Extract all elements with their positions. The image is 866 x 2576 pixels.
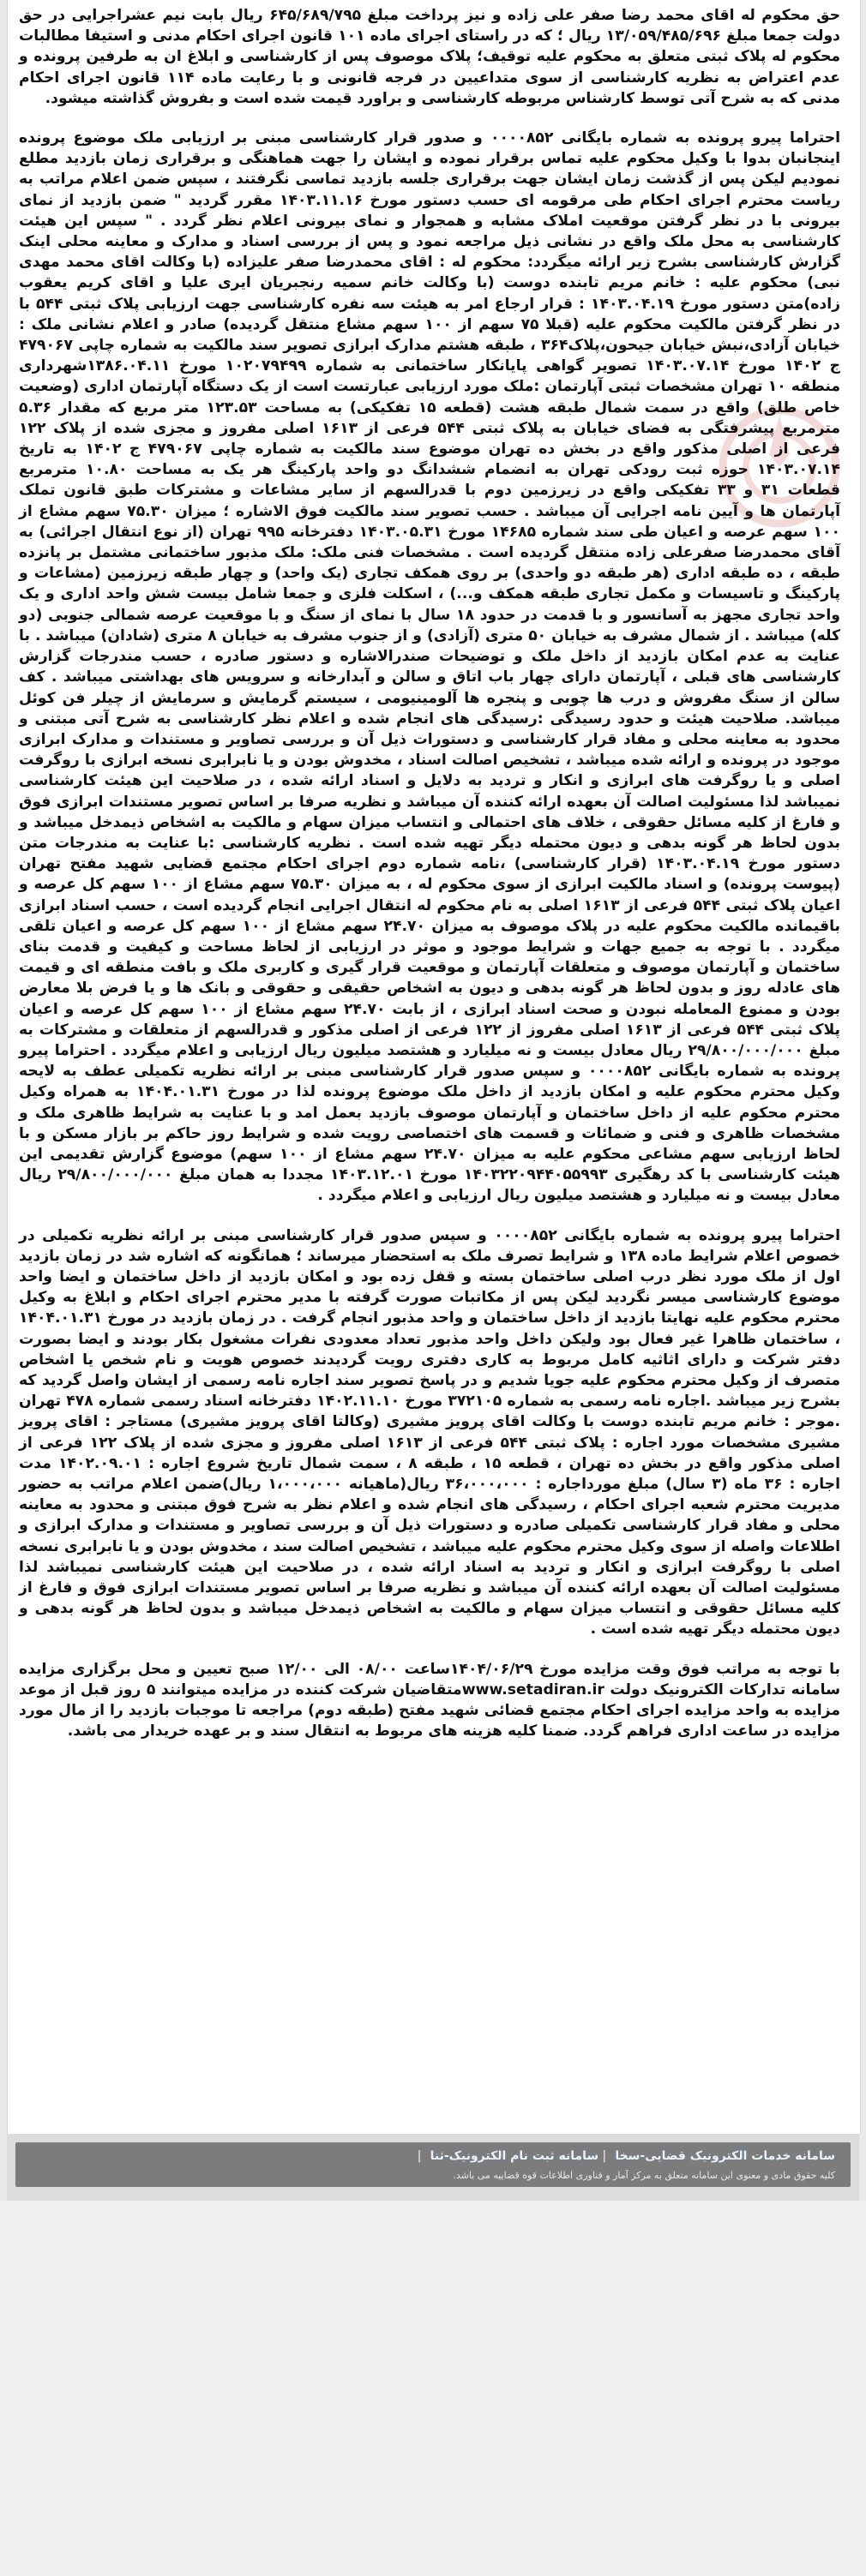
- paragraph-supplementary-report: احتراما پیرو پرونده به شماره بایگانی ۰۰۰۰۸۵۲ و سپس صدور قرار کارشناسی مبنی بر ارائه نظریه تکمیلی در خصوص اعلام شرایط ماده ۱۳۸ و شرایط تصرف ملک به استحضار میرساند ؛ همانگونه که اشاره شد در زمان بازدید اول از ملک مورد نظر درب اصلی ساختمان بسته و قفل زده بود و امکان بازدید از داخل ساختمان و ایضا واحد موضوع کارشناسی میسر نگردید لیکن پس از مکاتبات صورت گرفته با مدیر محترم اجرای احکام و ابلاغ به وکیل محترم محکوم علیه نهایتا بازدید از داخل ساختمان و واحد مذبور انجام گرفت . در زمان بازدید در مورخ ۱۴۰۴.۰۱.۳۱ ، ساختمان ظاهرا غیر فعال بود ولیکن داخل واحد مذبور تعداد معدودی نفرات مشغول بکار بودند و ایضا بصورت دفتر شرکت و دارای اثاثیه کامل مربوط به کاری دفتری رویت گردیدند خصوص هویت و نام شخص یا اشخاص متصرف از وکیل محترم محکوم علیه جویا شدیم و در پاسخ تصویر سند اجاره نامه رسمی از ایشان واصل گردید که بشرح زیر میباشد .اجاره نامه رسمی به شماره ۳۷۲۱۰۵ مورخ ۱۴۰۲.۱۱.۱۰ دفترخانه اسناد رسمی شماره ۴۷۸ تهران .موجر : خانم مریم تابنده دوست با وکالت اقای پرویز مشیری (وکالتا اقای پرویز مشیری) مستاجر : اقای پرویز مشیری مشخصات مورد اجاره : پلاک ثبتی ۵۴۴ فرعی از ۱۶۱۳ اصلی مفروز و مجزی شده از پلاک ۱۲۲ فرعی از اصلی مذکور واقع در بخش ده تهران ، قطعه ۱۵ ، طبقه ۸ ، سمت شمال تاریخ شروع اجاره : ۱۴۰۲.۰۹.۰۱ مدت اجاره : ۳۶ ماه (۳ سال) مبلغ مورداجاره : ۳۶،۰۰۰،۰۰۰ ریال(ماهیانه ۱،۰۰۰،۰۰۰ ریال)ضمن اعلام مراتب به حضور مدیریت محترم شعبه اجرای احکام ، رسیدگی های انجام شده و اعلام نظر به شرح فوق مبتنی و محدود به معاینه محلی و مفاد قرار کارشناسی تکمیلی صادره و دستورات ذیل آن و بررسی تصاویر و مستندات و مدارک ابرازی و اطلاعات واصله از سوی وکیل محترم محکوم علیه میباشد ، تشخیص اصالت سند ، مخدوش بودن و یا نابرابری نسخه اصلی با روگرفت ابرازی و انکار و تردید به اسناد ارائه شده ، در صلاحیت این هیئت کارشناسی نمیباشد لذا مسئولیت اصالت آن بعهده ارائه کننده آن میباشد و نظریه صرفا بر اساس تصویر مستندات ابرازی فوق و فارغ از کلیه مسائل حقوقی و انتساب میزان سهام و مالکیت به اشخاص ذیمدخل میباشد و بدون لحاظ هر گونه بدهی و دیون محتمله دیگر تهیه شده است .: [19, 1226, 841, 1638]
- footer-links: [414, 2149, 836, 2163]
- footer-link-separator-end: |: [417, 2149, 422, 2163]
- footer-link-separator: |: [602, 2149, 607, 2163]
- footer-link-sakha[interactable]: سامانه خدمات الکترونیک قضایی-سخا: [615, 2149, 835, 2163]
- page-bottom-space: [0, 2201, 866, 2576]
- footer-copyright: کلیه حقوق مادی و معنوی این سامانه متعلق به مرکز آمار و فناوری اطلاعات قوه قضاییه می باشد.: [453, 2170, 835, 2181]
- paragraph-expert-report: احتراما پیرو پرونده به شماره بایگانی ۰۰۰۰۸۵۲ و صدور قرار کارشناسی مبنی بر ارزیابی ملک موضوع پرونده اینجانبان بدوا با وکیل محکوم علیه تماس برقرار نموده و ایشان را جهت هماهنگی و برقراری زمان بازدید مطلع نمودیم لیکن پس از گذشت زمان ایشان جهت برقراری جلسه بازدید تماسی نگرفتند ، سپس ضمن اعلام مراتب به ریاست محترم اجرای احکام طی مرقومه ای حسب دستور مورخ ۱۴۰۳.۱۱.۱۶ مقرر گردید " ضمن بازدید از نمای بیرونی با در نظر گرفتن موقعیت املاک مشابه و همجوار و نمای بیرونی اعلام نظر گردد . " سپس این هیئت کارشناسی به محل ملک واقع در نشانی ذیل مراجعه نمود و پس از بررسی اسناد و مدارک و معاینه محلی اینک گزارش کارشناسی بشرح زیر ارائه میگردد: محکوم له : اقای محمدرضا صفر علیزاده (با وکالت اقای محمد مهدی نبی) محکوم علیه : خانم مریم تابنده دوست (با وکالت خانم سمیه رنجبریان ایری علیا و اقای کریم یعقوب زاده)متن دستور مورخ ۱۴۰۳.۰۴.۱۹ : قرار ارجاع امر به هیئت سه نفره کارشناسی جهت ارزیابی پلاک ثبتی ۵۴۴ با در نظر گرفتن مالکیت محکوم علیه (قبلا ۷۵ سهم از ۱۰۰ سهم مشاع منتقل گردیده) صادر و اعلام نشانی ملک : خیابان آزادی،نبش خیابان جیحون،پلاک۳۶۴ ، طبقه هشتم مدارک ابرازی تصویر سند مالکیت به شماره چاپی ۴۷۹۰۶۷ ج ۱۴۰۲ مورخ ۱۴۰۳.۰۷.۱۴ تصویر گواهی پایانکار ساختمانی به شماره ۱۰۲۰۷۹۴۹۹ مورخ ۱۳۸۶.۰۴.۱۱شهرداری منطقه ۱۰ تهران مشخصات ثبتی آپارتمان :ملک مورد ارزیابی عبارتست است از یک دستگاه آپارتمان اداری (وضعیت خاص طلق) واقع در سمت شمال طبقه هشت (قطعه ۱۵ تفکیکی) به مساحت ۱۲۳.۵۳ متر مربع که مقدار ۵.۳۶ مترمربع پیشرفتگی به فضای خیابان به پلاک ثبتی ۵۴۴ فرعی از ۱۶۱۳ اصلی مفروز و مجزی شده از پلاک ۱۲۲ فرعی از اصلی مذکور واقع در بخش ده تهران موضوع سند مالکیت به شماره چاپی ۴۷۹۰۶۷ ج ۱۴۰۲ به تاریخ ۱۴۰۳.۰۷.۱۴ حوزه ثبت رودکی تهران به انضمام ششدانگ دو واحد پارکینگ هر یک به مساحت ۱۰.۸۰ مترمربع قطعات ۳۱ و ۳۳ تفکیکی واقع در زیرزمین دوم با قدرالسهم از سایر مشاعات و مشترکات طبق قانون تملک آپارتمان ها و آیین نامه اجرایی آن میباشد . حسب تصویر سند مالکیت فوق الاشاره ؛ میزان ۷۵.۳۰ سهم مشاع از ۱۰۰ سهم عرصه و اعیان طی سند شماره ۱۴۶۸۵ مورخ ۱۴۰۳.۰۵.۳۱ دفترخانه ۹۹۵ تهران (از نوع انتقال اجرائی) به آقای محمدرضا صفرعلی زاده منتقل گردیده است . مشخصات فنی ملک: ملک مذبور ساختمانی مشتمل بر پانزده طبقه ، ده طبقه اداری (هر طبقه دو واحدی) بر روی همکف تجاری (یک واحد) و چهار طبقه زیرزمین (مشاعات و پارکینگ و تاسیسات و مکمل تجاری طبقه همکف و...) ، اسکلت فلزی و جمعا شامل بیست شش واحد اداری و یک واحد تجاری مجهز به آسانسور و با قدمت در حدود ۱۸ سال با نمای از سنگ و با موقعیت عرصه شمالی جنوبی (دو کله) میباشد . از شمال مشرف به خیابان ۵۰ متری (آزادی) و از جنوب مشرف به خیابان ۸ متری (شادان) میباشد . با عنایت به عدم امکان بازدید از داخل ملک و توضیحات صندرالاشاره و دستور صادره ، حسب مندرجات گزارش کارشناسی های قبلی ، آپارتمان دارای چهار باب اتاق و سالن و آبدارخانه و سرویس های بهداشتی میباشد . کف سالن از سنگ مفروش و درب ها چوبی و پنجره ها آلومینیومی ، سیستم گرمایش و سرمایش از چیلر فن کوئل میباشد. صلاحیت هیئت و حدود رسیدگی :رسیدگی های انجام شده و اعلام نظر کارشناسی به شرح آتی مبتنی و محدود به معاینه محلی و مفاد قرار کارشناسی و دستورات ذیل آن و بررسی تصاویر و مستندات و مدارک ابرازی موجود در پرونده و ارائه شده میباشد ، تشخیص اصالت اسناد ، مخدوش بودن و یا نابرابری نسخه ابرازی با روگرفت اصلی و یا روگرفت های ابرازی و انکار و تردید به دلایل و اسناد ارائه شده ، در صلاحیت این هیئت کارشناسی نمیباشد لذا مسئولیت اصالت آن بعهده ارائه کننده آن میباشد و نظریه صرفا بر اساس تصویر مستندات ابرازی فوق و فارغ از کلیه مسائل حقوقی ، خلاف های احتمالی و انتساب میزان سهام و مالکیت به اشخاص ذیمدخل میباشد و بدون لحاظ هر گونه بدهی و دیون محتمله دیگر تهیه شده است . نظریه کارشناسی :با عنایت به مندرجات متن دستور مورخ ۱۴۰۳.۰۴.۱۹ (قرار کارشناسی) ،نامه شماره دوم اجرای احکام مجتمع قضایی شهید مفتح تهران (پیوست پرونده) و اسناد مالکیت ابرازی از سوی محکوم له ، به میزان ۷۵.۳۰ سهم مشاع از ۱۰۰ سهم کل عرصه و اعیان پلاک ثبتی ۵۴۴ فرعی از ۱۶۱۳ اصلی به نام محکوم له انتقال اجرایی انجام گردیده است ، حسب اسناد ابرازی باقیمانده مالکیت محکوم علیه در پلاک موصوف به میزان ۲۴.۷۰ سهم مشاع از ۱۰۰ سهم کل عرصه و اعیان تلقی میگردد . با توجه به جمیع جهات و شرایط موجود و موثر در ارزیابی از لحاظ مساحت و کیفیت و قدمت بنای ساختمان و آپارتمان موصوف و متعلقات آپارتمان و موقعیت قرار گیری و کاربری ملک و بافت منطقه ای و قیمت های عادله روز و بدون لحاظ هر گونه بدهی و دیون به اشخاص حقیقی و حقوقی و بانک ها و یا فرض بلا معارض بودن و ممنوع المعامله نبودن و صحت اسناد ابرازی ، از بابت ۲۴.۷۰ سهم مشاع از ۱۰۰ سهم کل عرصه و اعیان پلاک ثبتی ۵۴۴ فرعی از ۱۶۱۳ اصلی مفروز از ۱۲۲ فرعی از اصلی مذکور و قدرالسهم از متعلقات و مشترکات به مبلغ ۲۹/۸۰۰/۰۰۰/۰۰۰ ریال معادل بیست و نه میلیارد و هشتصد میلیون ریال ارزیابی و اعلام میگردد . احتراما پیرو پرونده به شماره بایگانی ۰۰۰۰۸۵۲ و سپس صدور قرار کارشناسی مبنی بر ارائه نظریه تکمیلی عطف به لایحه وکیل محترم محکوم علیه و امکان بازدید از داخل ملک موضوع پرونده لذا در مورخ ۱۴۰۴.۰۱.۳۱ به همراه وکیل محترم محکوم علیه از داخل ساختمان و آپارتمان موصوف بازدید بعمل امد و با عنایت به شرایط ظاهری ملک و مشخصات ظاهری و فنی و ضمائات و قسمت های اختصاصی رویت شده و شرایط روز حاکم بر بازار مسکن و با لحاظ ارزیابی سهم مشاعی محکوم علیه به میزان ۲۴.۷۰ سهم مشاع از ۱۰۰ سهم) موضوع گزارش تقدیمی این هیئت کارشناسی با کد رهگیری ۱۴۰۳۲۲۰۹۴۴۰۵۵۹۹۳ مورخ ۱۴۰۳.۱۲.۰۱ مجددا به همان مبلغ ۲۹/۸۰۰/۰۰۰/۰۰۰ ریال معادل بیست و نه میلیارد و هشتصد میلیون ریال ارزیابی و اعلام میگردد .: [19, 129, 841, 1205]
- paragraph-judgment-intro: حق محکوم له اقای محمد رضا صفر علی زاده و نیز پرداخت مبلغ ۶۴۵/۶۸۹/۷۹۵ ریال بابت نیم عشراجرایی در حق دولت جمعا مبلغ ۱۳/۰۵۹/۴۸۵/۶۹۶ ریال ؛ که در راستای اجرای ماده ۱۰۱ قانون اجرای احکام مدنی و استیفا مطالبات محکوم له پلاک ثبتی متعلق به محکوم علیه توقیف؛ پلاک موصوف پس از کارشناسی و ابلاغ ان به طرفین پرونده و عدم اعتراض به نظریه کارشناسی از سوی متداعیین در فرجه قانونی و با رعایت ماده ۱۱۴ قانون اجرای احکام مدنی که به شرح آتی توسط کارشناس مربوطه کارشناسی و براورد قیمت شده است و بفروش گذاشته میشود.: [19, 7, 841, 107]
- footer-link-sana[interactable]: سامانه ثبت نام الکترونیک-ثنا: [430, 2149, 599, 2163]
- paragraph-auction-notice: با توجه به مراتب فوق وقت مزایده مورخ ۱۴۰۴/۰۶/۲۹ساعت ۰۸/۰۰ الی ۱۲/۰۰ صبح تعیین و محل برگزاری مزایده سامانه تدارکات الکترونیک دولت www.setadiran.irمتقاضیان شرکت کننده در مزایده میتوانند ۵ روز قبل از موعد مزایده به واحد مزایده اجرای احکام مجتمع قضائی شهید مفتح (طبقه دوم) مراجعه تا موجبات بازدید را از مال مورد مزایده در ساعت اداری فراهم گردد. ضمنا کلیه هزینه های مربوط به انتقال سند و بر عهده خریدار می باشد.: [19, 1660, 840, 1740]
- document-body: [19, 5, 840, 1760]
